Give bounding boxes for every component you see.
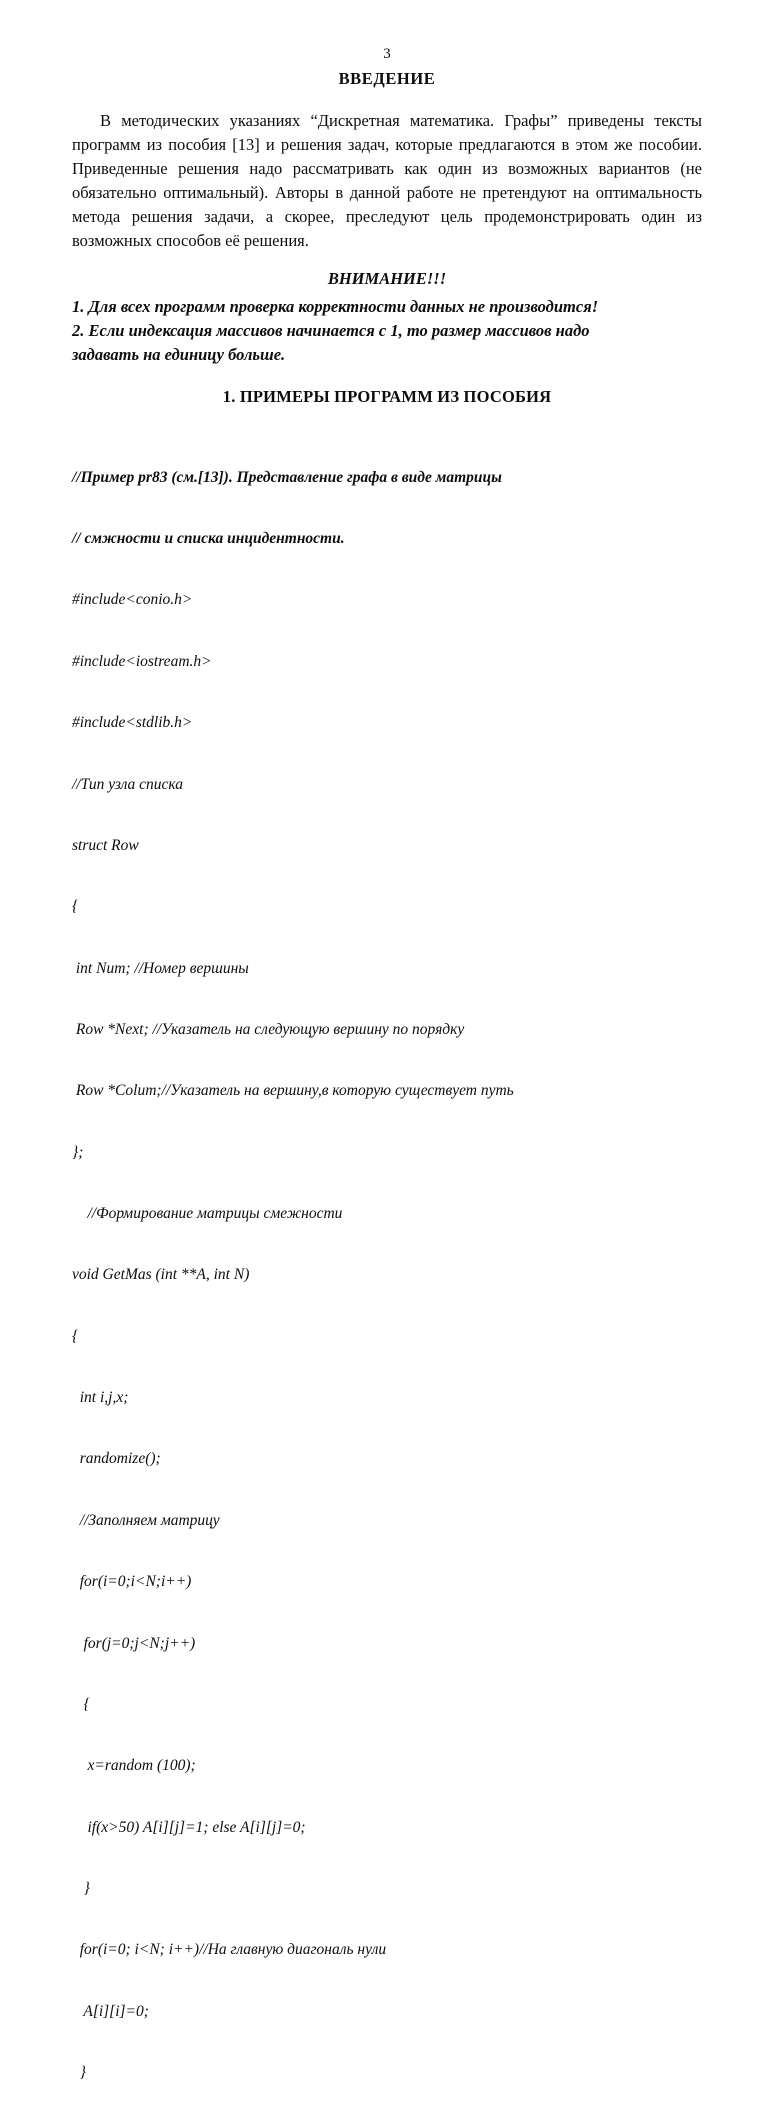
code-line: for(j=0;j<N;j++): [72, 1634, 196, 1652]
code-line: #include<iostream.h>: [72, 652, 212, 670]
code-line: int i,j,x;: [72, 1389, 129, 1407]
code-line: if(x>50) A[i][j]=1; else A[i][j]=0;: [72, 1818, 306, 1836]
attention-list: [72, 295, 702, 367]
attention-item: 2. Если индексация массивов начинается с 1, то размер массивов надо: [72, 320, 590, 340]
code-line: //Тип узла списка: [72, 775, 184, 793]
code-line: randomize();: [72, 1450, 161, 1468]
code-line: Row *Colum;//Указатель на вершину,в которую существует путь: [72, 1082, 514, 1100]
code-line: }: [72, 2064, 86, 2082]
code-line: for(i=0;i<N;i++): [72, 1573, 192, 1591]
attention-heading: ВНИМАНИЕ!!!: [327, 268, 447, 288]
code-line: Row *Next; //Указатель на следующую вершину по порядку: [72, 1020, 465, 1038]
code-comment-line: // смжности и списка инцидентности.: [72, 530, 345, 548]
code-line: #include<stdlib.h>: [72, 714, 193, 732]
code-line: for(i=0; i<N; i++)//На главную диагональ нули: [72, 1941, 387, 1959]
intro-paragraph: В методических указаниях “Дискретная математика. Графы” приведены тексты программ из пособия [13] и решения задач, которые предлагаются в этом же пособии. Приведенные решения надо рассматривать как один из возможных вариантов (не обязательно оптимальный). Авторы в данной работе не претендуют на оптимальность метода решения задачи, а скорее, преследуют цель продемонстрировать один из возможных способов её решения.: [72, 111, 702, 250]
code-line: #include<conio.h>: [72, 591, 193, 609]
code-line: struct Row: [72, 836, 139, 854]
code-line: //Заполняем матрицу: [72, 1511, 220, 1529]
code-listing: [72, 427, 702, 2124]
attention-item: 1. Для всех программ проверка корректности данных не производится!: [72, 296, 599, 316]
code-comment-line: //Пример pr83 (см.[13]). Представление графа в виде матрицы: [72, 468, 502, 486]
code-line: };: [72, 1143, 84, 1161]
code-line: }: [72, 1879, 90, 1897]
code-line: {: [72, 1327, 79, 1345]
chapter-title: 1. ПРИМЕРЫ ПРОГРАММ ИЗ ПОСОБИЯ: [222, 386, 552, 406]
code-line: void GetMas (int **A, int N): [72, 1266, 250, 1284]
attention-item: задавать на единицу больше.: [72, 345, 286, 365]
code-line: {: [72, 898, 79, 916]
page-number: 3: [383, 46, 391, 62]
code-line: {: [72, 1695, 90, 1713]
code-line: x=random (100);: [72, 1757, 196, 1775]
code-line: //Формирование матрицы смежности: [72, 1205, 343, 1223]
code-line: int Num; //Номер вершины: [72, 959, 249, 977]
code-line: A[i][i]=0;: [72, 2002, 149, 2020]
page-title: ВВЕДЕНИЕ: [338, 69, 436, 88]
